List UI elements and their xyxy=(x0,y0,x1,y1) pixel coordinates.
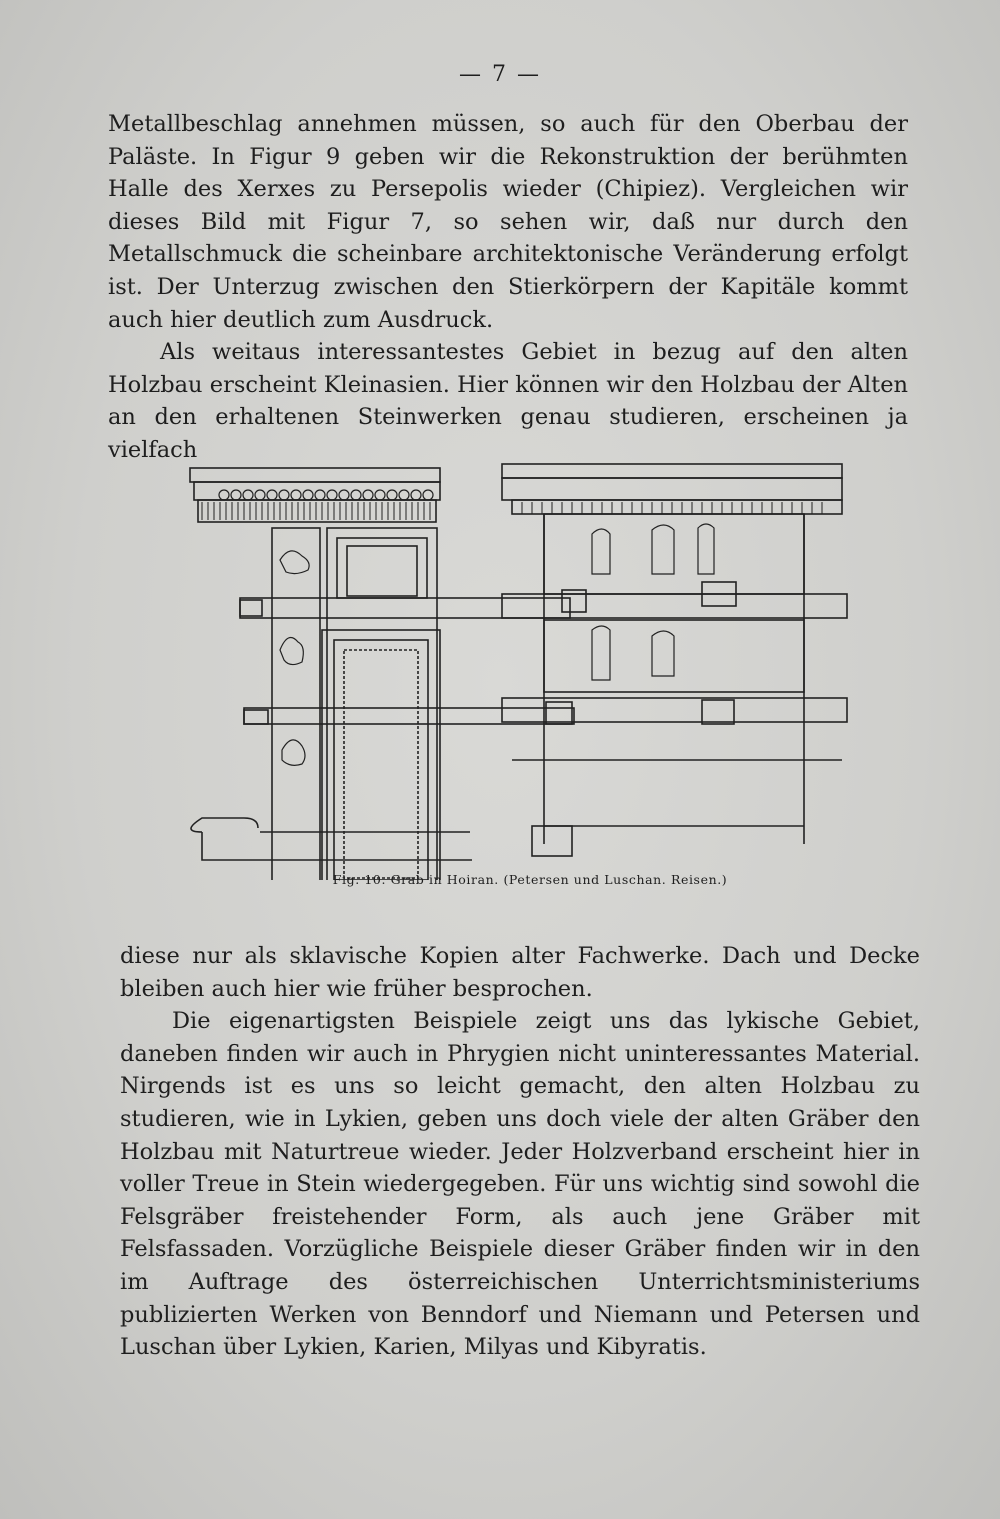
text-block-bottom xyxy=(120,940,920,1364)
paragraph: Als weitaus interessantestes Gebiet in bezug auf den alten Holzbau erscheint Kleinasien. Hier können wir den Holzbau der Alten an den erhaltenen Steinwerken genau studieren, erscheinen ja vielfach xyxy=(108,339,908,463)
text-block-top xyxy=(108,108,908,467)
paragraph: diese nur als sklavische Kopien alter Fachwerke. Dach und Decke bleiben auch hier wie früher besprochen. xyxy=(120,943,920,1002)
tomb-section-drawing xyxy=(502,464,847,856)
page-number: — 7 — xyxy=(459,62,541,87)
figure-tomb-drawing xyxy=(172,450,862,880)
paragraph: Metallbeschlag annehmen müssen, so auch für den Oberbau der Paläste. In Figur 9 geben wir die Rekonstruktion der berühmten Halle des Xerxes zu Persepolis wieder (Chipiez). Vergleichen wir dieses Bild mit Figur 7, so sehen wir, daß nur durch den Metallschmuck die scheinbare architektonische Veränderung erfolgt ist. Der Unterzug zwischen den Stierkörpern der Kapitäle kommt auch hier deutlich zum Ausdruck. xyxy=(108,111,908,333)
paragraph: Die eigenartigsten Beispiele zeigt uns das lykische Gebiet, daneben finden wir auch in Phrygien nicht uninteressantes Material. Nirgends ist es uns so leicht gemacht, den alten Holzbau zu studieren, wie in Lykien, geben uns doch viele der alten Gräber den Holzbau mit Naturtreue wieder. Jeder Holzverband erscheint hier in voller Treue in Stein wiedergegeben. Für uns wichtig sind sowohl die Felsgräber freistehender Form, als auch jene Gräber mit Felsfassaden. Vorzügliche Beispiele dieser Gräber finden wir in den im Auftrage des österreichischen Unterrichtsministeriums publizierten Werken von Benndorf und Niemann und Petersen und Luschan über Lykien, Karien, Milyas und Kibyratis. xyxy=(120,1008,920,1361)
tomb-facade-elevation xyxy=(190,468,574,880)
tomb-line-drawing xyxy=(172,450,862,880)
figure-caption: Fig. 10. Grab in Hoiran. (Petersen und Luschan. Reisen.) xyxy=(332,872,728,887)
